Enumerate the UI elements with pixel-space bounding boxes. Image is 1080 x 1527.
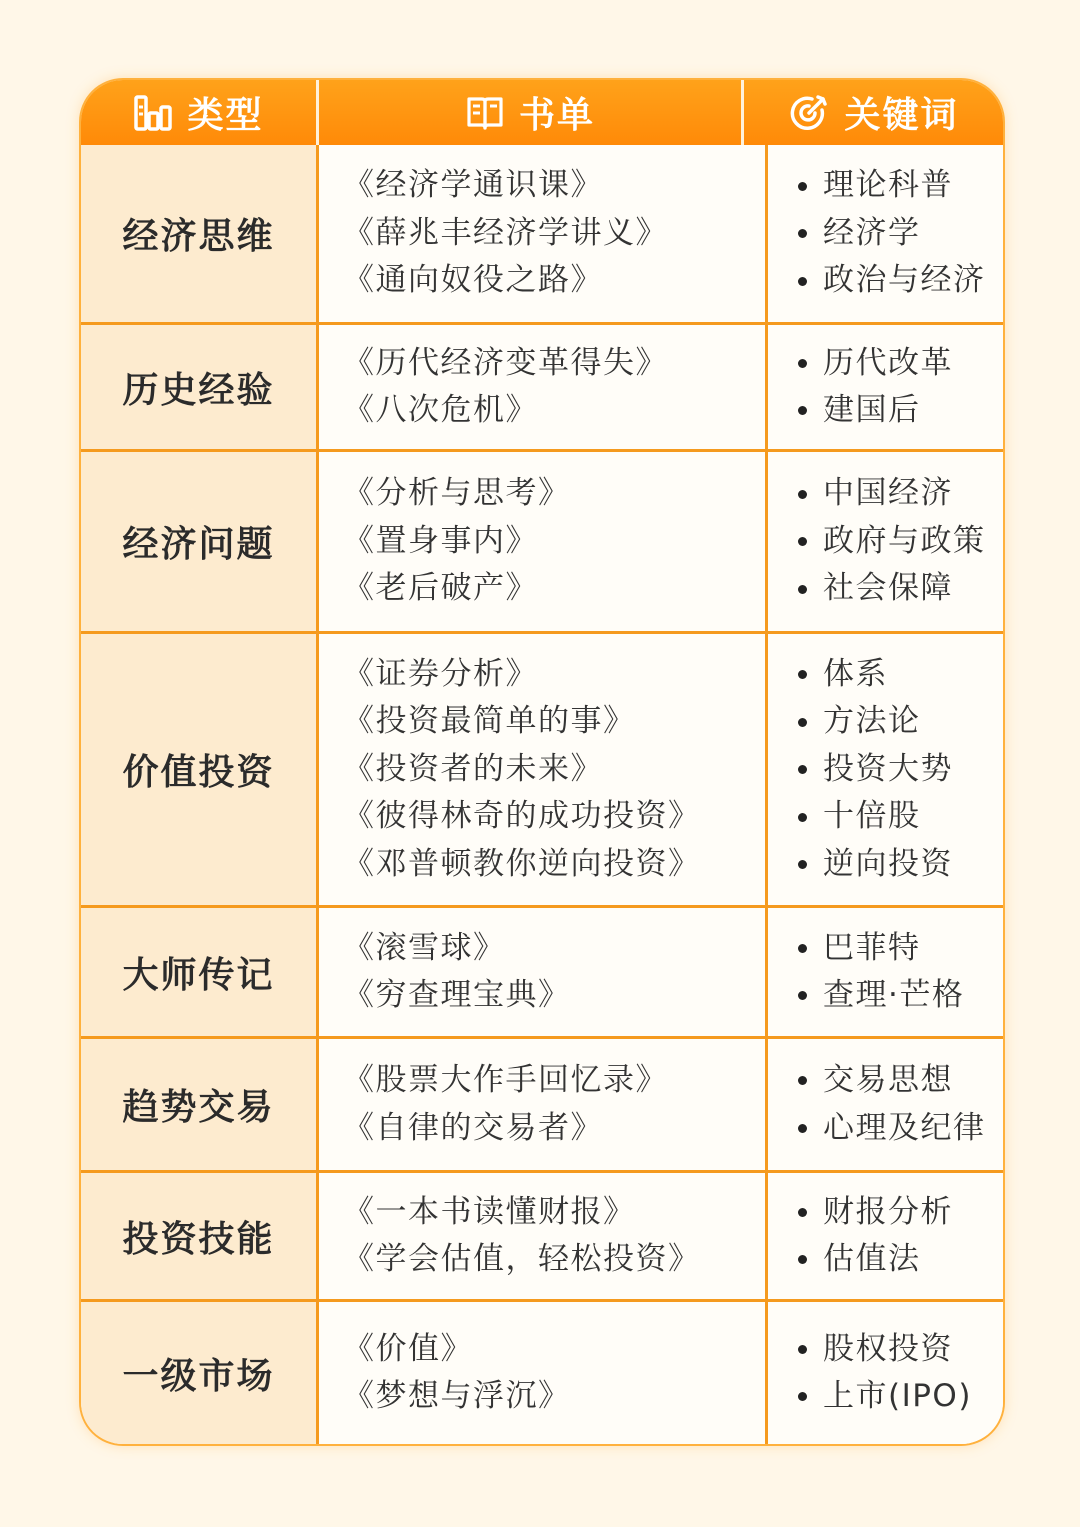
keyword-item bbox=[798, 1236, 1003, 1284]
table-header bbox=[81, 80, 1003, 145]
category-cell: 经济问题 bbox=[81, 452, 316, 631]
keyword-text: 理论科普 bbox=[823, 167, 953, 204]
keyword-text: 社会保障 bbox=[823, 570, 953, 607]
keyword-text: 中国经济 bbox=[823, 475, 953, 512]
keyword-item bbox=[798, 565, 1003, 613]
books-cell bbox=[319, 1039, 765, 1170]
keyword-item bbox=[798, 387, 1003, 435]
keyword-text: 上市(IPO) bbox=[823, 1378, 972, 1414]
category-cell: 大师传记 bbox=[81, 908, 316, 1036]
header-books-label: 书单 bbox=[518, 95, 595, 136]
table-row bbox=[81, 631, 1003, 905]
keywords-cell bbox=[768, 908, 1003, 1036]
bullet-icon bbox=[798, 944, 807, 953]
keywords-cell bbox=[768, 1173, 1003, 1299]
book-title: 《分析与思考》 bbox=[343, 475, 571, 512]
table-row bbox=[81, 322, 1003, 449]
category-cell: 趋势交易 bbox=[81, 1039, 316, 1170]
bullet-icon bbox=[798, 991, 807, 1000]
bullet-icon bbox=[798, 1124, 807, 1133]
book-title: 《梦想与浮沉》 bbox=[343, 1378, 571, 1414]
bullet-icon bbox=[798, 860, 807, 869]
book-title: 《股票大作手回忆录》 bbox=[343, 1062, 668, 1098]
table-body bbox=[81, 145, 1003, 1444]
table-grid bbox=[81, 80, 1003, 1444]
keywords-cell bbox=[768, 325, 1003, 449]
bullet-icon bbox=[798, 670, 807, 679]
bullet-icon bbox=[798, 813, 807, 822]
keywords-cell bbox=[768, 145, 1003, 322]
table-row bbox=[81, 905, 1003, 1036]
category-cell: 经济思维 bbox=[81, 145, 316, 322]
keyword-item bbox=[798, 746, 1003, 794]
book-title: 《置身事内》 bbox=[343, 522, 538, 559]
bullet-icon bbox=[798, 718, 807, 727]
keyword-text: 建国后 bbox=[823, 392, 921, 428]
keywords-cell bbox=[768, 634, 1003, 905]
category-cell: 投资技能 bbox=[81, 1173, 316, 1299]
bullet-icon bbox=[798, 585, 807, 594]
header-books bbox=[319, 80, 741, 145]
book-title: 《邓普顿教你逆向投资》 bbox=[343, 845, 701, 882]
category-cell: 价值投资 bbox=[81, 634, 316, 905]
bullet-icon bbox=[798, 1255, 807, 1264]
bullet-icon bbox=[798, 1076, 807, 1085]
book-title: 《彼得林奇的成功投资》 bbox=[343, 798, 701, 835]
book-icon bbox=[465, 93, 505, 133]
keyword-item bbox=[798, 340, 1003, 388]
bullet-icon bbox=[798, 1392, 807, 1401]
table-row bbox=[81, 1036, 1003, 1170]
book-title: 《投资最简单的事》 bbox=[343, 703, 636, 740]
keywords-cell bbox=[768, 1302, 1003, 1444]
books-cell bbox=[319, 452, 765, 631]
keyword-text: 经济学 bbox=[823, 214, 921, 251]
table-row bbox=[81, 1170, 1003, 1299]
book-title: 《通向奴役之路》 bbox=[343, 262, 603, 299]
books-cell bbox=[319, 145, 765, 322]
category-cell: 一级市场 bbox=[81, 1302, 316, 1444]
keyword-text: 股权投资 bbox=[823, 1330, 953, 1367]
keyword-text: 逆向投资 bbox=[823, 845, 953, 882]
keyword-item bbox=[798, 972, 1003, 1020]
books-cell bbox=[319, 908, 765, 1036]
book-title: 《薛兆丰经济学讲义》 bbox=[343, 214, 668, 251]
keyword-item bbox=[798, 1189, 1003, 1237]
book-title: 《一本书读懂财报》 bbox=[343, 1193, 636, 1230]
book-title: 《历代经济变革得失》 bbox=[343, 344, 668, 381]
keyword-text: 方法论 bbox=[823, 703, 921, 740]
keyword-item bbox=[798, 210, 1003, 258]
keyword-item bbox=[798, 925, 1003, 973]
keywords-cell bbox=[768, 452, 1003, 631]
books-cell bbox=[319, 1302, 765, 1444]
keyword-text: 交易思想 bbox=[823, 1062, 953, 1098]
keyword-item bbox=[798, 162, 1003, 210]
keyword-text: 十倍股 bbox=[823, 798, 921, 835]
bullet-icon bbox=[798, 765, 807, 774]
keyword-text: 巴菲特 bbox=[823, 929, 921, 966]
keyword-item bbox=[798, 1105, 1003, 1153]
category-cell: 历史经验 bbox=[81, 325, 316, 449]
target-icon bbox=[788, 92, 830, 134]
book-title: 《证券分析》 bbox=[343, 655, 538, 692]
book-title: 《学会估值，轻松投资》 bbox=[343, 1241, 701, 1277]
keyword-text: 查理·芒格 bbox=[823, 977, 965, 1013]
keyword-text: 财报分析 bbox=[823, 1193, 953, 1230]
bullet-icon bbox=[798, 229, 807, 238]
keyword-item bbox=[798, 698, 1003, 746]
keyword-text: 体系 bbox=[823, 655, 888, 692]
book-list-table bbox=[81, 80, 1003, 1444]
books-cell bbox=[319, 1173, 765, 1299]
keyword-text: 估值法 bbox=[823, 1241, 921, 1277]
keyword-text: 历代改革 bbox=[823, 344, 953, 381]
keyword-text: 政治与经济 bbox=[823, 262, 986, 299]
bullet-icon bbox=[798, 490, 807, 499]
keyword-text: 政府与政策 bbox=[823, 522, 986, 559]
chart-icon bbox=[133, 93, 173, 133]
keyword-text: 投资大势 bbox=[823, 750, 953, 787]
header-type-label: 类型 bbox=[187, 95, 264, 136]
book-title: 《穷查理宝典》 bbox=[343, 977, 571, 1013]
header-keywords-label: 关键词 bbox=[844, 95, 959, 136]
keyword-item bbox=[798, 1057, 1003, 1105]
bullet-icon bbox=[798, 182, 807, 191]
keyword-item bbox=[798, 793, 1003, 841]
book-title: 《经济学通识课》 bbox=[343, 167, 603, 204]
book-title: 《滚雪球》 bbox=[343, 929, 506, 966]
keyword-text: 心理及纪律 bbox=[823, 1109, 986, 1146]
bullet-icon bbox=[798, 537, 807, 546]
table-row bbox=[81, 145, 1003, 322]
bullet-icon bbox=[798, 406, 807, 415]
bullet-icon bbox=[798, 1345, 807, 1354]
books-cell bbox=[319, 634, 765, 905]
books-cell bbox=[319, 325, 765, 449]
keyword-item bbox=[798, 1373, 1003, 1421]
bullet-icon bbox=[798, 1208, 807, 1217]
header-type bbox=[81, 80, 316, 145]
book-title: 《八次危机》 bbox=[343, 392, 538, 428]
book-title: 《老后破产》 bbox=[343, 570, 538, 607]
keyword-item bbox=[798, 651, 1003, 699]
bullet-icon bbox=[798, 359, 807, 368]
keyword-item bbox=[798, 470, 1003, 518]
header-keywords bbox=[744, 80, 1003, 145]
keyword-item bbox=[798, 1326, 1003, 1374]
book-title: 《价值》 bbox=[343, 1330, 473, 1367]
book-title: 《投资者的未来》 bbox=[343, 750, 603, 787]
table-row bbox=[81, 449, 1003, 631]
keyword-item bbox=[798, 257, 1003, 305]
book-title: 《自律的交易者》 bbox=[343, 1109, 603, 1146]
keyword-item bbox=[798, 518, 1003, 566]
keyword-item bbox=[798, 841, 1003, 889]
table-row bbox=[81, 1299, 1003, 1444]
keywords-cell bbox=[768, 1039, 1003, 1170]
bullet-icon bbox=[798, 277, 807, 286]
